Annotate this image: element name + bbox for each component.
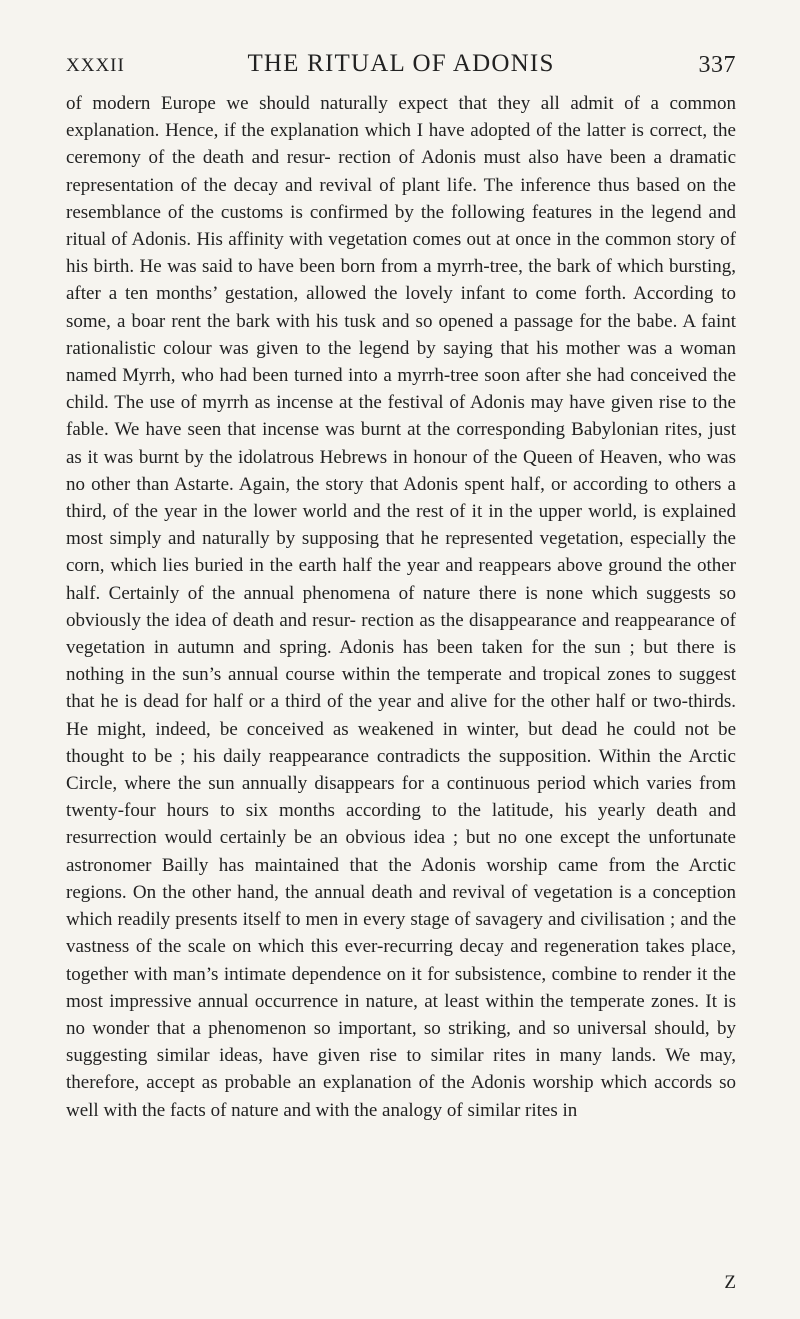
body-paragraph: of modern Europe we should naturally expect that they all admit of a common explanation. Hence, if the explanation which I have adopted of the latter is correct, the ceremony of the death and resur- rection of Adonis must also have been a dramatic representation of the decay and revival of plant life. The inference thus based on the resemblance of the customs is confirmed by the following features in the legend and ritual of Adonis. His affinity with vegetation comes out at once in the common story of his birth. He was said to have been born from a myrrh-tree, the bark of which bursting, after a ten months’ gestation, allowed the lovely infant to come forth. According to some, a boar rent the bark with his tusk and so opened a passage for the babe. A faint rationalistic colour was given to the legend by saying that his mother was a woman named Myrrh, who had been turned into a myrrh-tree soon after she had conceived the child. The use of myrrh as incense at the festival of Adonis may have given rise to the fable. We have seen that incense was burnt at the corresponding Babylonian rites, just as it was burnt by the idolatrous Hebrews in honour of the Queen of Heaven, who was no other than Astarte. Again, the story that Adonis spent half, or according to others a third, of the year in the lower world and the rest of it in the upper world, is explained most simply and naturally by supposing that he represented vegetation, especially the corn, which lies buried in the earth half the year and reappears above ground the other half. Certainly of the annual phenomena of nature there is none which suggests so obviously the idea of death and resur- rection as the disappearance and reappearance of vegetation in autumn and spring. Adonis has been taken for the sun ; but there is nothing in the sun’s annual course within the temperate and tropical zones to suggest that he is dead for half or a third of the year and alive for the other half or two-thirds. He might, indeed, be conceived as weakened in winter, but dead he could not be thought to be ; his daily reappearance contradicts the supposition. Within the Arctic Circle, where the sun annually disappears for a continuous period which varies from twenty-four hours to six months according to the latitude, his yearly death and resurrection would certainly be an obvious idea ; but no one except the unfortunate astronomer Bailly has maintained that the Adonis worship came from the Arctic regions. On the other hand, the annual death and revival of vegetation is a conception which readily presents itself to men in every stage of savagery and civilisation ; and the vastness of the scale on which this ever-recurring decay and regeneration takes place, together with man’s intimate dependence on it for subsistence, combine to render it the most impressive annual occurrence in nature, at least within the temperate zones. It is no wonder that a phenomenon so important, so striking, and so universal should, by suggesting similar ideas, have given rise to similar rites in many lands. We may, therefore, accept as probable an explanation of the Adonis worship which accords so well with the facts of nature and with the analogy of similar rites in <box>66 93 736 1121</box>
page-number: 337 <box>698 52 736 78</box>
chapter-number: XXXII <box>66 55 125 76</box>
book-page <box>66 0 736 1319</box>
running-title: THE RITUAL OF ADONIS <box>247 50 555 77</box>
signature-mark: Z <box>724 1272 736 1293</box>
running-head <box>66 50 736 90</box>
